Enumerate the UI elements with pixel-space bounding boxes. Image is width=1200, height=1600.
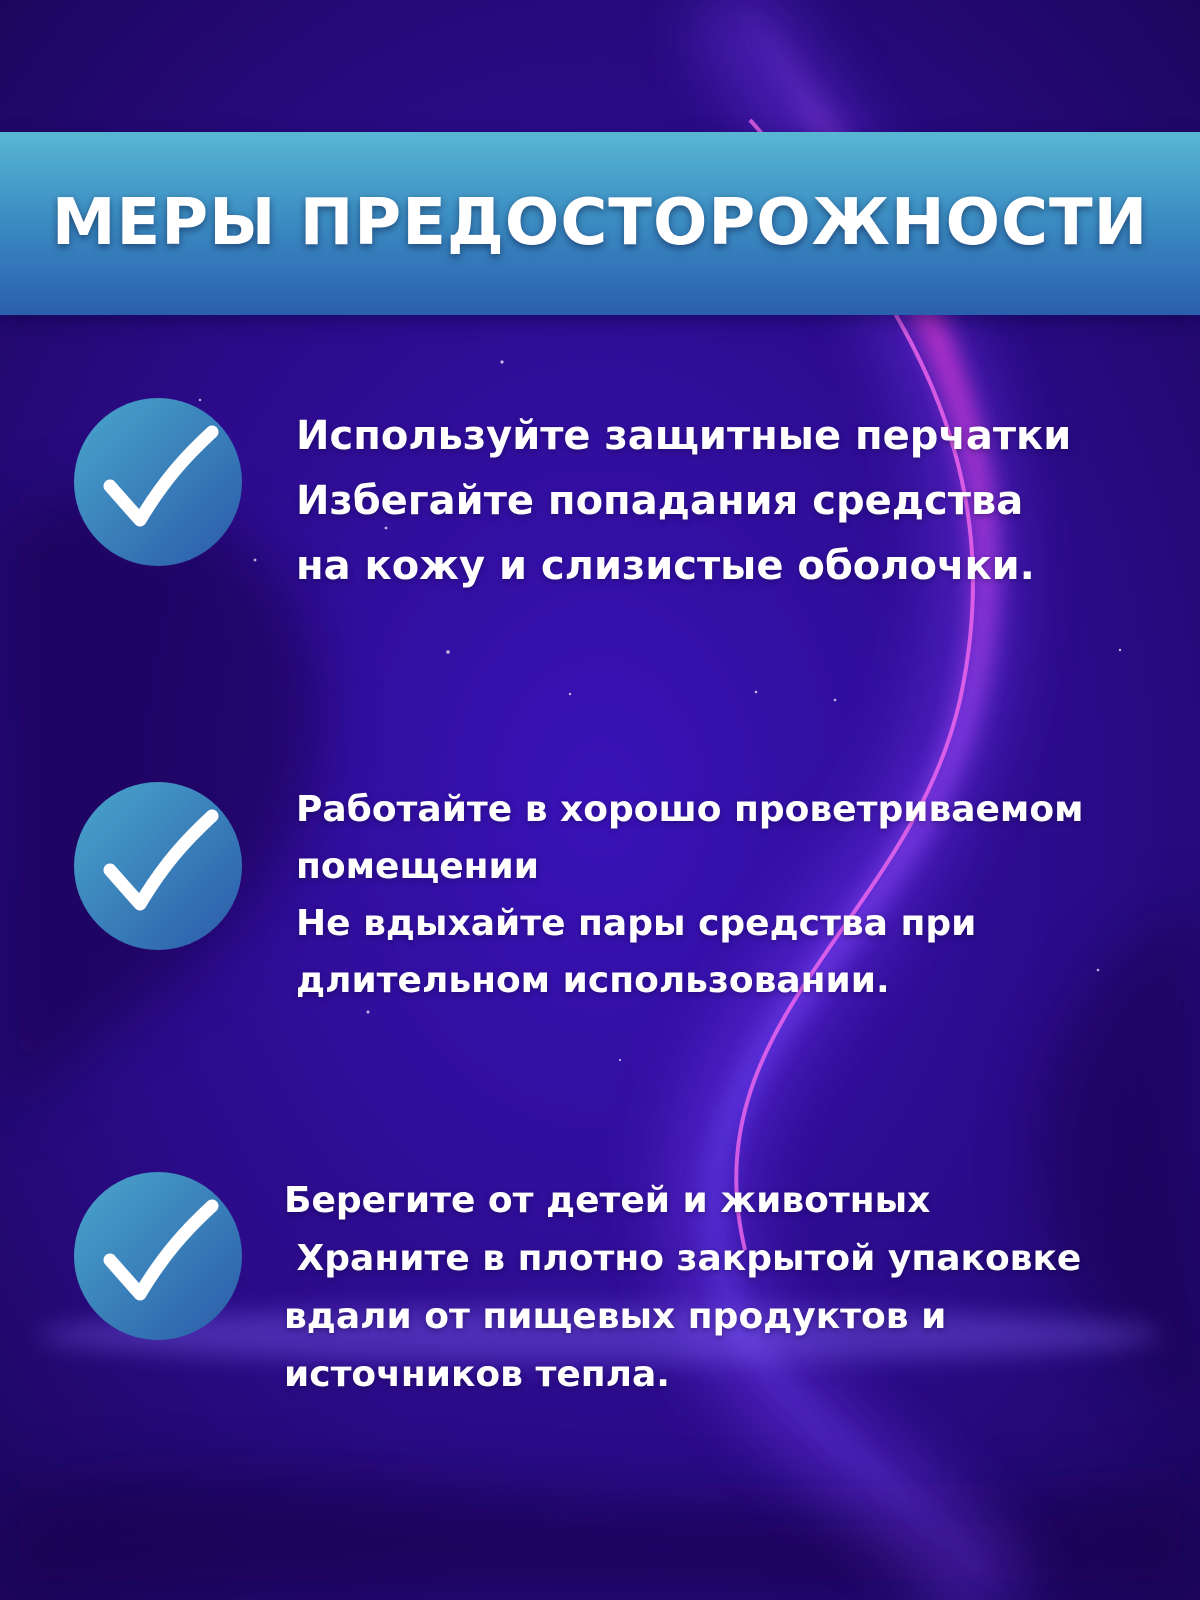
precaution-line: Работайте в хорошо проветриваемом: [296, 789, 1084, 830]
precaution-line: помещении: [296, 846, 539, 887]
precaution-line: Используйте защитные перчатки: [296, 413, 1072, 459]
title-banner: [0, 132, 1200, 315]
precaution-line: на кожу и слизистые оболочки.: [296, 543, 1035, 589]
checkmark-icon: [74, 1172, 242, 1340]
checkmark-icon: [74, 398, 242, 566]
precaution-line: Избегайте попадания средства: [296, 478, 1024, 524]
precaution-line: Храните в плотно закрытой упаковке: [284, 1238, 1082, 1279]
precaution-item-3: [284, 1172, 1081, 1404]
precaution-line: Не вдыхайте пары средства при: [296, 903, 977, 944]
page-title: МЕРЫ ПРЕДОСТОРОЖНОСТИ: [51, 186, 1149, 260]
precaution-line: длительном использовании.: [296, 960, 890, 1001]
precaution-item-2: [296, 781, 1084, 1009]
checkmark-icon: [74, 782, 242, 950]
precaution-item-1: [296, 404, 1071, 599]
precaution-line: Берегите от детей и животных: [284, 1180, 931, 1221]
precaution-line: вдали от пищевых продуктов и: [284, 1296, 947, 1337]
precaution-line: источников тепла.: [284, 1354, 670, 1395]
